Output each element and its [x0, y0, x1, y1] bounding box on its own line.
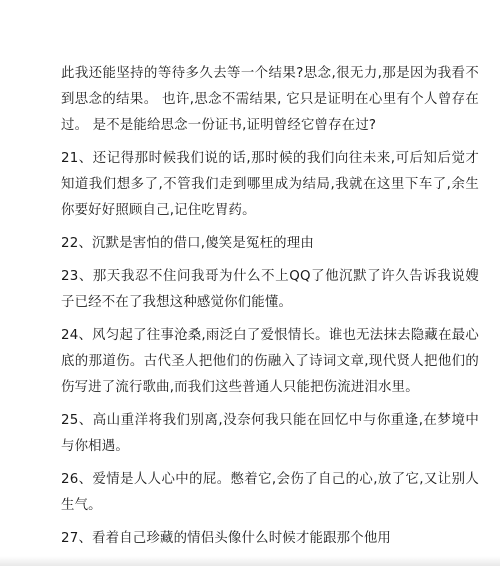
paragraph-25: 25、高山重洋将我们别离,没奈何我只能在回忆中与你重逢,在梦境中与你相遇。 — [61, 413, 479, 454]
page-bottom-edge — [0, 556, 500, 566]
paragraph-27: 27、看着自己珍藏的情侣头像什么时候才能跟那个他用 — [61, 531, 392, 546]
paragraph-21: 21、还记得那时候我们说的话,那时候的我们向往未来,可后知后觉才知道我们想多了,不管我们走到哪里成为结局,我就在这里下车了,余生你要好好照顾自己,记住吃胃药。 — [61, 151, 479, 218]
paragraph-intro: 此我还能坚持的等待多久去等一个结果?思念,很无力,那是因为我看不到思念的结果。 也许,思念不需结果, 它只是证明在心里有个人曾存在过。 是不是能给思念一份证书,证明曾经它曾存在过? — [61, 66, 479, 133]
document-body — [61, 61, 479, 559]
paragraph-22: 22、沉默是害怕的借口,傻笑是冤枉的理由 — [61, 236, 314, 251]
paragraph-26: 26、爱情是人人心中的屁。憋着它,会伤了自己的心,放了它,又让别人生气。 — [61, 472, 479, 513]
paragraph-24: 24、风匀起了往事沧桑,雨泛白了爱恨情长。谁也无法抹去隐藏在最心底的那道伤。古代圣人把他们的伤融入了诗词文章,现代贤人把他们的伤写进了流行歌曲,而我们这些普通人只能把伤流进泪水里。 — [61, 328, 479, 395]
paragraph-23: 23、那天我忍不住问我哥为什么不上QQ了他沉默了许久告诉我说嫂子已经不在了我想这种感觉你们能懂。 — [61, 269, 479, 310]
